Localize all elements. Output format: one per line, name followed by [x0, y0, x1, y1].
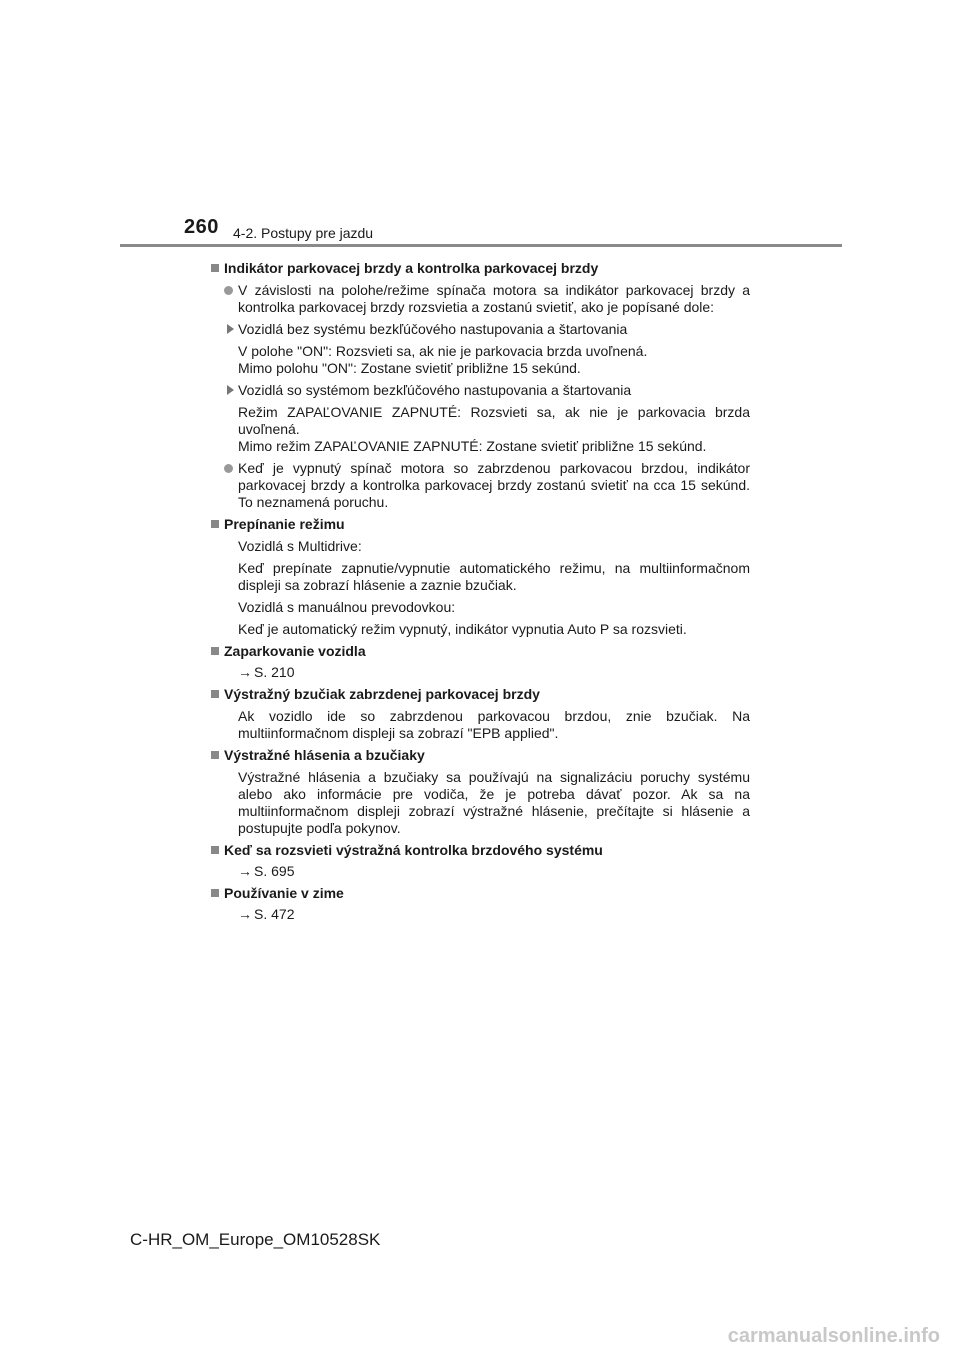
page-reference[interactable] [210, 906, 750, 923]
heading-parking-vehicle: Zaparkovanie vozidla [210, 643, 750, 660]
footer-doc-id: C-HR_OM_Europe_OM10528SK [130, 1230, 381, 1249]
arrow-icon: → [238, 906, 252, 922]
page-number: 260 [184, 216, 219, 238]
heading-brake-warning-light: Keď sa rozsvieti výstražná kontrolka brzdového systému [210, 842, 750, 859]
page-reference-label: S. 695 [254, 863, 295, 879]
paragraph: Vozidlá s manuálnou prevodovkou: [238, 599, 456, 615]
heading-mode-switching: Prepínanie režimu [210, 516, 750, 533]
heading-warning-messages: Výstražné hlásenia a bzučiaky [210, 747, 750, 764]
header-rule [120, 244, 842, 247]
watermark: carmanualsonline.info [727, 1325, 940, 1347]
arrow-icon: → [238, 863, 252, 879]
page-reference[interactable] [210, 664, 750, 681]
paragraph: Ak vozidlo ide so zabrzdenou parkovacou brzdou, znie bzučiak. Na multiinformačnom displeji sa zobrazí "EPB applied". [238, 708, 750, 741]
page-reference[interactable] [210, 863, 750, 880]
paragraph: Mimo polohu "ON": Zostane svietiť približne 15 sekúnd. [238, 360, 581, 376]
heading-warning-buzzer: Výstražný bzučiak zabrzdenej parkovacej brzdy [210, 686, 750, 703]
arrow-item: Vozidlá so systémom bezkľúčového nastupovania a štartovania [210, 382, 750, 399]
page-reference-label: S. 210 [254, 664, 295, 680]
paragraph: V polohe "ON": Rozsvieti sa, ak nie je parkovacia brzda uvoľnená. [238, 343, 648, 359]
page-content [210, 255, 750, 923]
heading-parking-brake-indicator: Indikátor parkovacej brzdy a kontrolka parkovacej brzdy [210, 260, 750, 277]
paragraph: Vozidlá s Multidrive: [238, 538, 362, 554]
paragraph: Keď prepínate zapnutie/vypnutie automatického režimu, na multiinformačnom displeji sa zobrazí hlásenie a zaznie bzučiak. [238, 560, 750, 593]
bullet-item: Keď je vypnutý spínač motora so zabrzdenou parkovacou brzdou, indikátor parkovacej brzdy a kontrolka parkovacej brzdy zostanú svietiť na cca 15 sekúnd. To neznamená poruchu. [210, 460, 750, 511]
bullet-item: V závislosti na polohe/režime spínača motora sa indikátor parkovacej brzdy a kontrolka parkovacej brzdy rozsvietia a zostanú svietiť, ako je popísané dole: [210, 282, 750, 316]
arrow-item: Vozidlá bez systému bezkľúčového nastupovania a štartovania [210, 321, 750, 338]
paragraph: Režim ZAPAĽOVANIE ZAPNUTÉ: Rozsvieti sa, ak nie je parkovacia brzda uvoľnená. [238, 404, 750, 437]
section-title: 4-2. Postupy pre jazdu [233, 225, 374, 241]
arrow-icon: → [238, 664, 252, 680]
page-reference-label: S. 472 [254, 906, 295, 922]
heading-winter-use: Používanie v zime [210, 885, 750, 902]
paragraph: Výstražné hlásenia a bzučiaky sa používajú na signalizáciu poruchy systému alebo ako informácie pre vodiča, že je potreba dávať pozor. Ak sa na multiinformačnom displeji zobrazí výstražné hlásenie, prečítajte si hlásenie a postupujte podľa pokynov. [238, 769, 750, 836]
paragraph: Keď je automatický režim vypnutý, indikátor vypnutia Auto P sa rozsvieti. [238, 621, 687, 637]
paragraph: Mimo režim ZAPAĽOVANIE ZAPNUTÉ: Zostane svietiť približne 15 sekúnd. [238, 438, 707, 454]
